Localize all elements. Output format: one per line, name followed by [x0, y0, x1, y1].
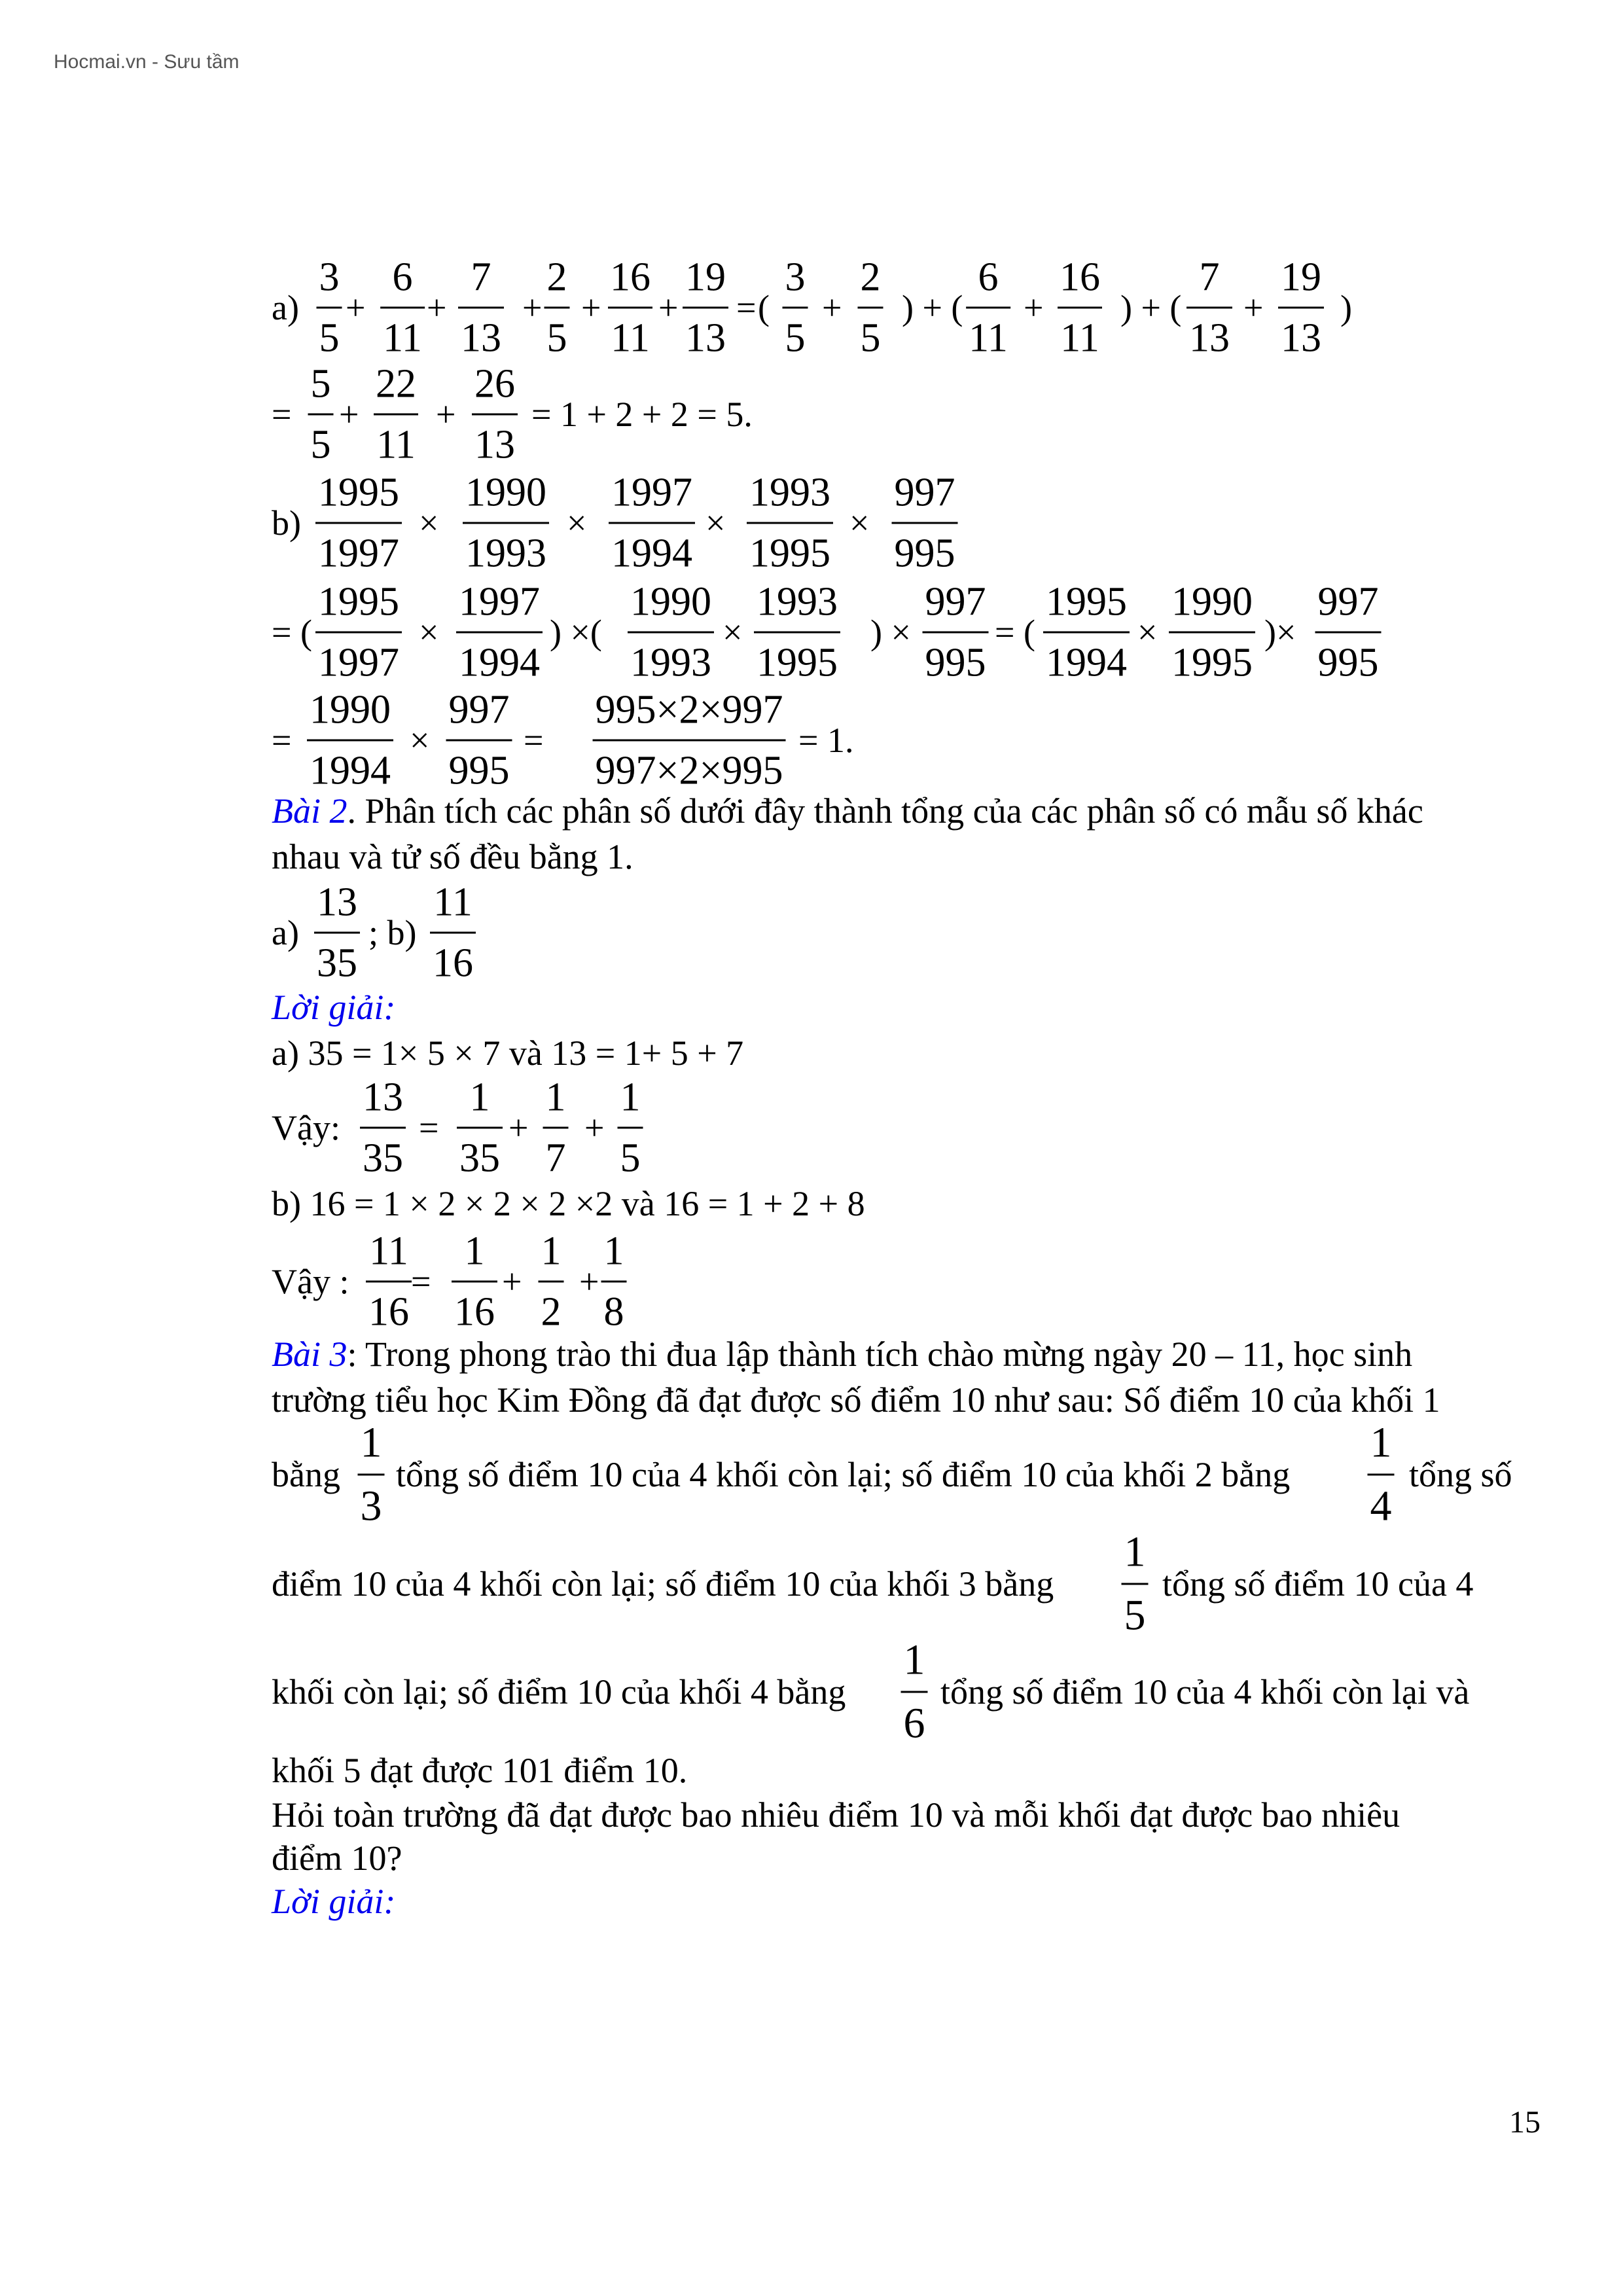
fraction: 1 6 — [901, 1639, 928, 1746]
document-page: Hocmai.vn - Sưu tầm a) 3 5 + 6 11 + 7 13 + 2 5 + 16 11 + 19 13 = ( 3 5 + 2 5 ) + ( 6 11 + 16 11 ) + ( 7 13 + 19 13 ) = 5 5 + 22 11 + 26 13 = 1 + 2 + 2 = 5. b) 1995 1997 × 1990 1993 × 1997 1994 × 1993 1995 × 997 995 = ( 1995 1997 × 1997 1994 ) ×( 1990 1993 × 1993 1995 ) × 997 995 = ( 1995 1994 × 1990 1995 )× 997 995 = 1990 1994 × 997 995 = 995×2×997 997×2×995 = 1. Bài 2. Phân tích các phân số dưới đây thành tổng của các phân số có mẫu số khác nhau và tử số đều bằng 1. a) 13 35 ; b) 11 16 Lời giải: a) 35 = 1× 5 × 7 và 13 = 1+ 5 + 7 Vậy: 13 35 = 1 35 + 1 7 + 1 5 b) 16 = 1 × 2 × 2 × 2 ×2 và 16 = 1 + 2 + 8 Vậy : 11 16 = 1 16 + 1 2 + 1 8 Bài 3: Trong phong trào thi đua lập thành tích chào mừng ngày 20 – 11, học sinh trường tiểu học Kim Đồng đã đạt được số điểm 10 như sau: Số điểm 10 của khối 1 bằng 1 3 tổng số điểm 10 của 4 khối còn lại; số điểm 10 của khối 2 bằng 1 4 tổng số điểm 10 của 4 khối còn lại; số điểm 10 của khối 3 bằng 1 5 tổng số điểm 10 của 4 khối còn lại; số điểm 10 của khối 4 bằng 1 6 tổng số điểm 10 của 4 khối còn lại và khối 5 đạt được 101 điểm 10. Hỏi toàn trường đã đạt được bao nhiêu điểm 10 và mỗi khối đạt được bao nhiêu điểm 10? Lời giải: 15 — [0, 0, 1623, 2296]
fraction: 1995 1994 — [1043, 582, 1130, 683]
fraction: 1993 1995 — [747, 473, 833, 574]
fraction: 13 35 — [360, 1077, 406, 1179]
bai3-line2: trường tiểu học Kim Đồng đã đạt được số điểm 10 như sau: Số điểm 10 của khối 1 — [272, 1380, 1440, 1420]
fraction: 19 13 — [1278, 257, 1324, 359]
solution-a-text: a) 35 = 1× 5 × 7 và 13 = 1+ 5 + 7 — [272, 1033, 744, 1073]
fraction: 1 35 — [457, 1077, 503, 1179]
solution-heading-2: Lời giải: — [272, 1882, 396, 1921]
fraction: 1 5 — [618, 1077, 643, 1179]
fraction: 1990 1993 — [628, 582, 714, 683]
fraction: 16 11 — [607, 257, 653, 359]
fraction: 997 995 — [1315, 582, 1382, 683]
fraction: 19 13 — [683, 257, 728, 359]
bai3-title: Bài 3 — [272, 1335, 348, 1374]
fraction: 3 5 — [317, 257, 342, 359]
fraction: 2 5 — [858, 257, 883, 359]
fraction: 22 11 — [373, 364, 419, 465]
fraction: 13 35 — [314, 882, 360, 984]
fraction: 1990 1995 — [1169, 582, 1255, 683]
bai2-title: Bài 2 — [272, 791, 348, 831]
fraction: 1995 1997 — [315, 473, 402, 574]
fraction: 1 7 — [543, 1077, 569, 1179]
fraction: 7 13 — [458, 257, 504, 359]
fraction: 1 8 — [601, 1231, 627, 1333]
fraction: 997 995 — [892, 473, 958, 574]
solution-b-text: b) 16 = 1 × 2 × 2 × 2 ×2 và 16 = 1 + 2 + 8 — [272, 1184, 865, 1223]
fraction: 1 4 — [1368, 1422, 1395, 1528]
fraction: 1990 1994 — [307, 690, 393, 791]
bai3-question-line1: Hỏi toàn trường đã đạt được bao nhiêu điểm 10 và mỗi khối đạt được bao nhiêu — [272, 1795, 1400, 1835]
bai2-line2: nhau và tử số đều bằng 1. — [272, 837, 633, 876]
fraction: 1997 1994 — [609, 473, 695, 574]
fraction: 7 13 — [1186, 257, 1232, 359]
fraction: 6 11 — [380, 257, 425, 359]
fraction: 2 5 — [544, 257, 570, 359]
fraction: 1995 1997 — [315, 582, 402, 683]
fraction: 1 5 — [1122, 1531, 1149, 1638]
bai3-line6: khối 5 đạt được 101 điểm 10. — [272, 1751, 688, 1790]
fraction: 3 5 — [783, 257, 808, 359]
fraction: 995×2×997 997×2×995 — [593, 690, 786, 791]
fraction: 1993 1995 — [754, 582, 840, 683]
fraction: 5 5 — [308, 364, 334, 465]
fraction: 997 995 — [446, 690, 512, 791]
fraction: 1 3 — [358, 1422, 385, 1528]
fraction: 1990 1993 — [463, 473, 549, 574]
fraction: 1 16 — [452, 1231, 497, 1333]
bai3-line1: Bài 3: Trong phong trào thi đua lập thành tích chào mừng ngày 20 – 11, học sinh — [272, 1335, 1413, 1374]
fraction: 1 2 — [539, 1231, 564, 1333]
bai3-question-line2: điểm 10? — [272, 1839, 402, 1878]
fraction: 16 11 — [1057, 257, 1103, 359]
bai2-line1: Bài 2. Phân tích các phân số dưới đây thành tổng của các phân số có mẫu số khác — [272, 791, 1423, 831]
solution-heading-1: Lời giải: — [272, 988, 396, 1027]
source-watermark: Hocmai.vn - Sưu tầm — [54, 51, 240, 73]
fraction: 11 16 — [430, 882, 476, 984]
fraction: 6 11 — [966, 257, 1010, 359]
fraction: 26 13 — [472, 364, 518, 465]
fraction: 11 16 — [366, 1231, 412, 1333]
fraction: 997 995 — [923, 582, 989, 683]
page-number: 15 — [1509, 2105, 1541, 2140]
fraction: 1997 1994 — [456, 582, 543, 683]
